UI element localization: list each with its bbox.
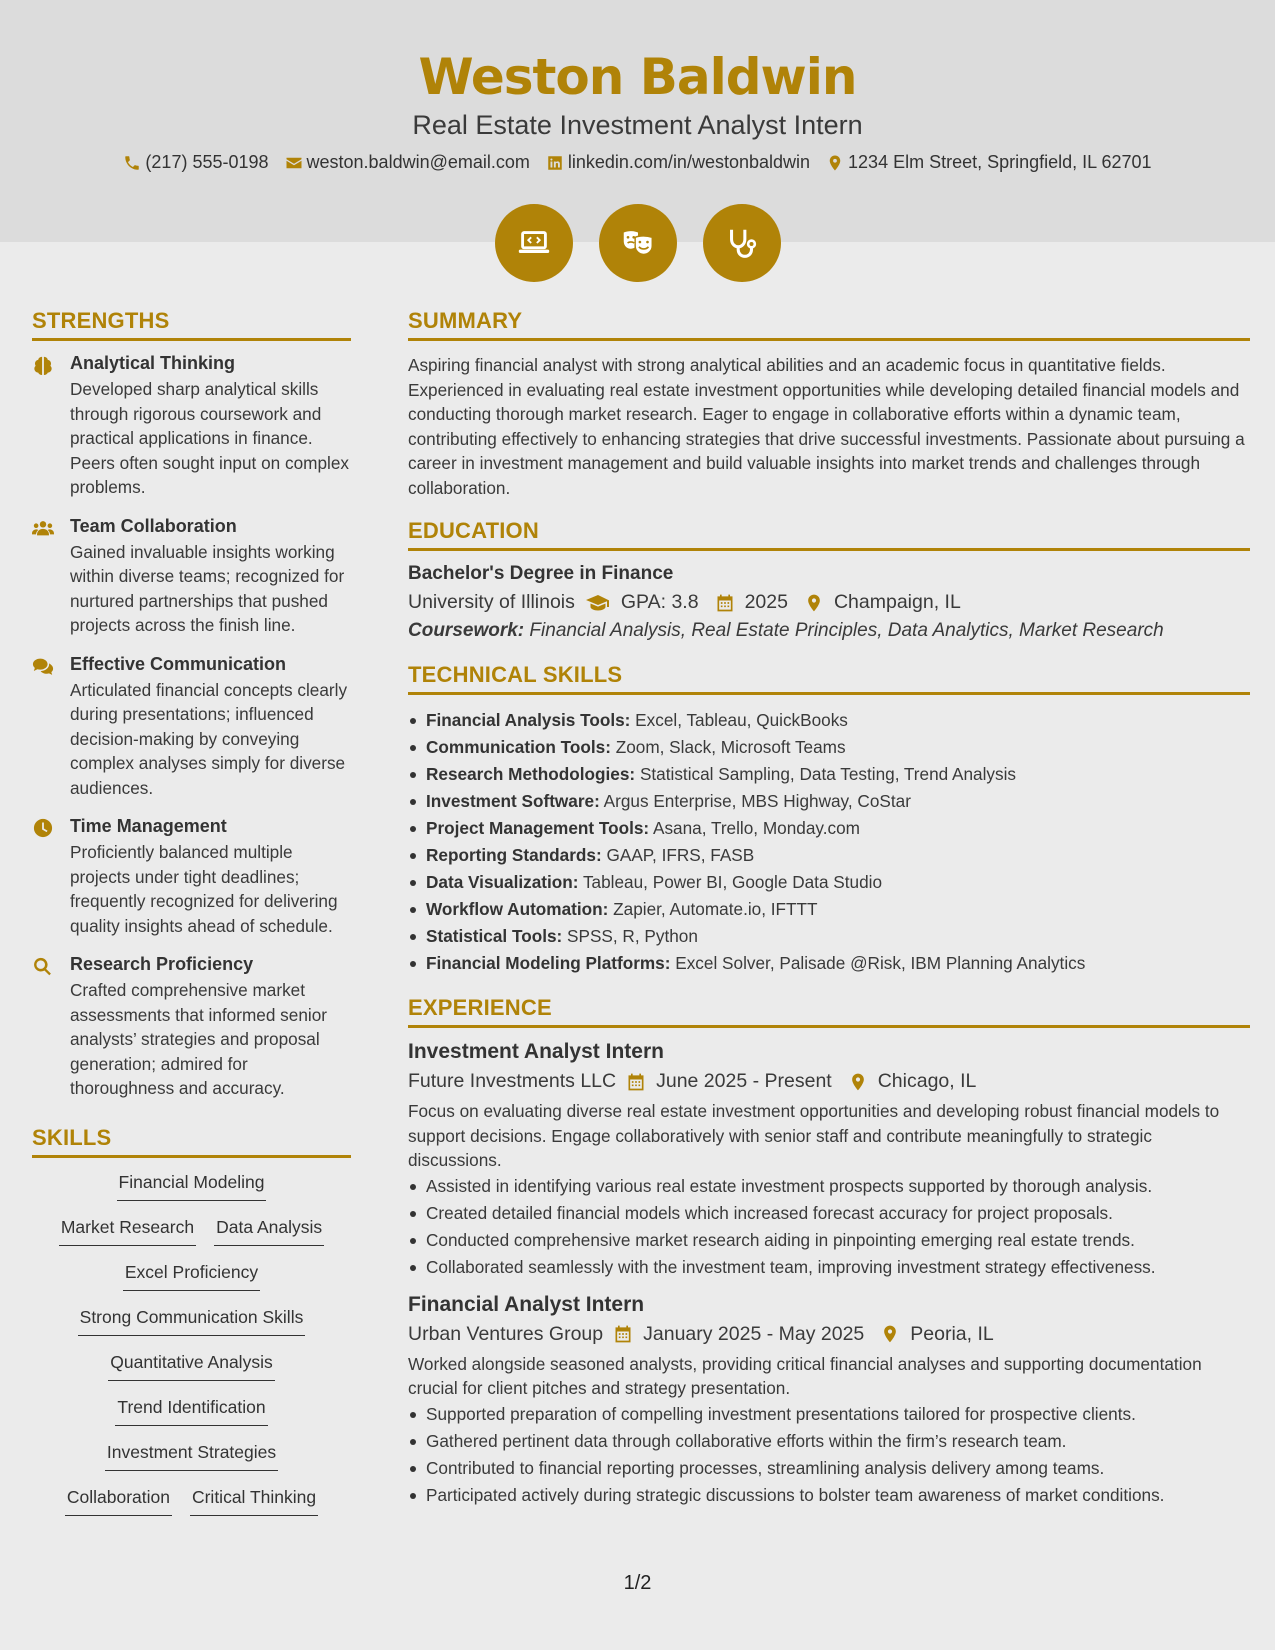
skill-row — [32, 1352, 351, 1383]
job-title: Investment Analyst Intern — [408, 1040, 664, 1063]
technical-skills-list — [408, 707, 1250, 977]
strength-item — [32, 954, 351, 1101]
skill-tag: Investment Strategies — [105, 1442, 278, 1471]
contact-linkedin-text: linkedin.com/in/westonbaldwin — [567, 152, 811, 172]
contact-address — [826, 152, 1152, 173]
job-meta — [408, 1070, 1250, 1093]
strength-title: Effective Communication — [70, 653, 287, 674]
skill-row — [32, 1172, 351, 1203]
list-item: Conducted comprehensive market research aiding in pinpointing emerging real estate trends. — [408, 1227, 1250, 1254]
education-title: EDUCATION — [408, 518, 1250, 551]
comments-icon — [32, 656, 54, 676]
strength-desc: Developed sharp analytical skills through rigorous coursework and practical applications in finance. Peers often sought input on complex problems. — [70, 379, 349, 497]
contact-phone[interactable] — [123, 152, 268, 173]
strength-title: Time Management — [70, 816, 227, 836]
list-item: Financial Analysis Tools: Excel, Tableau, QuickBooks — [408, 707, 1250, 734]
map-marker-icon — [880, 1324, 900, 1344]
skill-row — [32, 1217, 351, 1248]
list-item: Data Visualization: Tableau, Power BI, Google Data Studio — [408, 869, 1250, 896]
skills-title: SKILLS — [32, 1125, 351, 1158]
strength-title: Research Proficiency — [70, 954, 254, 974]
list-item: Contributed to financial reporting processes, streamlining analysis delivery among teams. — [408, 1455, 1250, 1482]
contact-phone-text: (217) 555-0198 — [145, 152, 269, 172]
list-item: Supported preparation of compelling investment presentations tailored for prospective clients. — [408, 1401, 1250, 1428]
experience-title: EXPERIENCE — [408, 995, 1250, 1028]
strength-item — [32, 654, 351, 801]
job-company: Future Investments LLC — [408, 1070, 617, 1092]
brain-icon — [32, 355, 54, 375]
contact-email[interactable] — [285, 152, 530, 173]
strength-title: Analytical Thinking — [70, 353, 236, 373]
contact-address-text: 1234 Elm Street, Springfield, IL 62701 — [848, 152, 1152, 172]
strength-desc: Articulated financial concepts clearly during presentations; influenced decision-making by conveying complex analyses simply for diverse audiences. — [70, 679, 348, 798]
list-item: Project Management Tools: Asana, Trello, Monday.com — [408, 815, 1250, 842]
job-meta — [408, 1323, 1250, 1346]
job-location: Peoria, IL — [910, 1322, 994, 1345]
right-column — [408, 308, 1250, 1521]
envelope-icon — [285, 154, 303, 172]
skill-row — [32, 1397, 351, 1428]
job-desc: Focus on evaluating diverse real estate investment opportunities and developing robust financial models to support decisions. Engage collaboratively with senior staff and contribute meaningfully to strategic discussions. — [408, 1101, 1220, 1170]
strength-item — [32, 353, 351, 500]
list-item: Investment Software: Argus Enterprise, MBS Highway, CoStar — [408, 788, 1250, 815]
contact-linkedin[interactable] — [546, 152, 810, 173]
job-bullets — [408, 1173, 1250, 1281]
education-school: University of Illinois — [408, 591, 575, 613]
skill-row — [32, 1307, 351, 1338]
job-entry — [408, 1040, 1250, 1281]
coursework-text: Financial Analysis, Real Estate Principles, Data Analytics, Market Research — [529, 620, 1164, 641]
job-title: Financial Analyst Intern — [408, 1292, 645, 1316]
skill-tag: Financial Modeling — [117, 1172, 267, 1201]
theater-masks-icon — [599, 204, 677, 282]
job-dates: January 2025 - May 2025 — [643, 1322, 865, 1345]
job-bullets — [408, 1401, 1250, 1509]
calendar-icon — [715, 593, 735, 613]
education-gpa: GPA: 3.8 — [620, 591, 699, 613]
graduation-cap-icon — [585, 593, 611, 613]
users-icon — [32, 518, 54, 538]
map-marker-icon — [826, 154, 844, 172]
job-company: Urban Ventures Group — [408, 1322, 604, 1345]
education-coursework — [408, 620, 1250, 642]
contact-email-text: weston.baldwin@email.com — [306, 152, 530, 172]
summary-text: Aspiring financial analyst with strong analytical abilities and an academic focus in quantitative fields. Experienced in evaluating real estate investment opportunities while developing detailed financial models and conducting thorough market research. Eager to engage in collaborative efforts within a dynamic team, contributing effectively to enhancing strategies that drive successful investments. Passionate about pursuing a career in investment management and build valuable insights into market trends and challenges through collaboration. — [408, 355, 1245, 498]
list-item: Collaborated seamlessly with the investment team, improving investment strategy effectiveness. — [408, 1254, 1250, 1281]
clock-icon — [32, 818, 54, 838]
map-marker-icon — [804, 593, 824, 613]
list-item: Research Methodologies: Statistical Sampling, Data Testing, Trend Analysis — [408, 761, 1250, 788]
job-location: Chicago, IL — [877, 1070, 977, 1092]
calendar-icon — [626, 1072, 646, 1092]
page-number: 1/2 — [623, 1572, 652, 1594]
coursework-label: Coursework: — [408, 620, 525, 641]
skill-row — [32, 1262, 351, 1293]
candidate-name: Weston Baldwin — [418, 48, 857, 106]
laptop-code-icon — [495, 204, 573, 282]
phone-icon — [123, 154, 141, 172]
contact-row — [0, 152, 1275, 173]
list-item: Statistical Tools: SPSS, R, Python — [408, 923, 1250, 950]
list-item: Gathered pertinent data through collaborative efforts within the firm’s research team. — [408, 1428, 1250, 1455]
strength-desc: Crafted comprehensive market assessments that informed senior analysts’ strategies and proposal generation; admired for thoroughness and accuracy. — [70, 980, 327, 1098]
candidate-role: Real Estate Investment Analyst Intern — [412, 110, 863, 140]
skill-row — [32, 1442, 351, 1473]
skill-tag: Critical Thinking — [190, 1487, 318, 1516]
list-item: Participated actively during strategic discussions to bolster team awareness of market conditions. — [408, 1482, 1250, 1509]
job-desc: Worked alongside seasoned analysts, providing critical financial analyses and supporting documentation crucial for client pitches and strategy presentation. — [408, 1353, 1202, 1398]
search-icon — [32, 956, 54, 976]
skill-row — [32, 1487, 351, 1518]
skill-tag: Trend Identification — [115, 1397, 267, 1426]
calendar-icon — [613, 1324, 633, 1344]
job-entry — [408, 1293, 1250, 1509]
education-degree: Bachelor's Degree in Finance — [408, 563, 674, 584]
interest-icons — [0, 204, 1275, 282]
technical-skills-title: TECHNICAL SKILLS — [408, 662, 1250, 695]
list-item: Communication Tools: Zoom, Slack, Microsoft Teams — [408, 734, 1250, 761]
skill-tag: Strong Communication Skills — [78, 1307, 306, 1336]
list-item: Assisted in identifying various real estate investment prospects supported by thorough analysis. — [408, 1173, 1250, 1200]
left-column — [32, 308, 351, 1518]
list-item: Workflow Automation: Zapier, Automate.io, IFTTT — [408, 896, 1250, 923]
list-item: Reporting Standards: GAAP, IFRS, FASB — [408, 842, 1250, 869]
education-meta — [408, 591, 1250, 614]
summary-title: SUMMARY — [408, 308, 1250, 341]
strength-item — [32, 516, 351, 638]
skill-tag: Data Analysis — [214, 1217, 324, 1246]
education-location: Champaign, IL — [833, 591, 961, 613]
skill-tag: Excel Proficiency — [123, 1262, 260, 1291]
strength-desc: Gained invaluable insights working within diverse teams; recognized for nurtured partnerships that pushed projects across the finish line. — [70, 541, 345, 635]
stethoscope-icon — [703, 204, 781, 282]
skill-tag: Quantitative Analysis — [108, 1352, 274, 1381]
education-year: 2025 — [744, 591, 788, 613]
linkedin-icon — [546, 154, 564, 172]
strength-desc: Proficiently balanced multiple projects under tight deadlines; frequently recognized for delivering quality insights ahead of schedule. — [70, 842, 338, 936]
strength-title: Team Collaboration — [70, 515, 237, 536]
list-item: Financial Modeling Platforms: Excel Solver, Palisade @Risk, IBM Planning Analytics — [408, 950, 1250, 977]
list-item: Created detailed financial models which increased forecast accuracy for project proposals. — [408, 1200, 1250, 1227]
skill-tag: Market Research — [59, 1217, 196, 1246]
job-dates: June 2025 - Present — [656, 1070, 832, 1092]
skill-tag: Collaboration — [65, 1487, 172, 1516]
map-marker-icon — [848, 1072, 868, 1092]
strengths-title: STRENGTHS — [32, 308, 351, 341]
strength-item — [32, 816, 351, 938]
